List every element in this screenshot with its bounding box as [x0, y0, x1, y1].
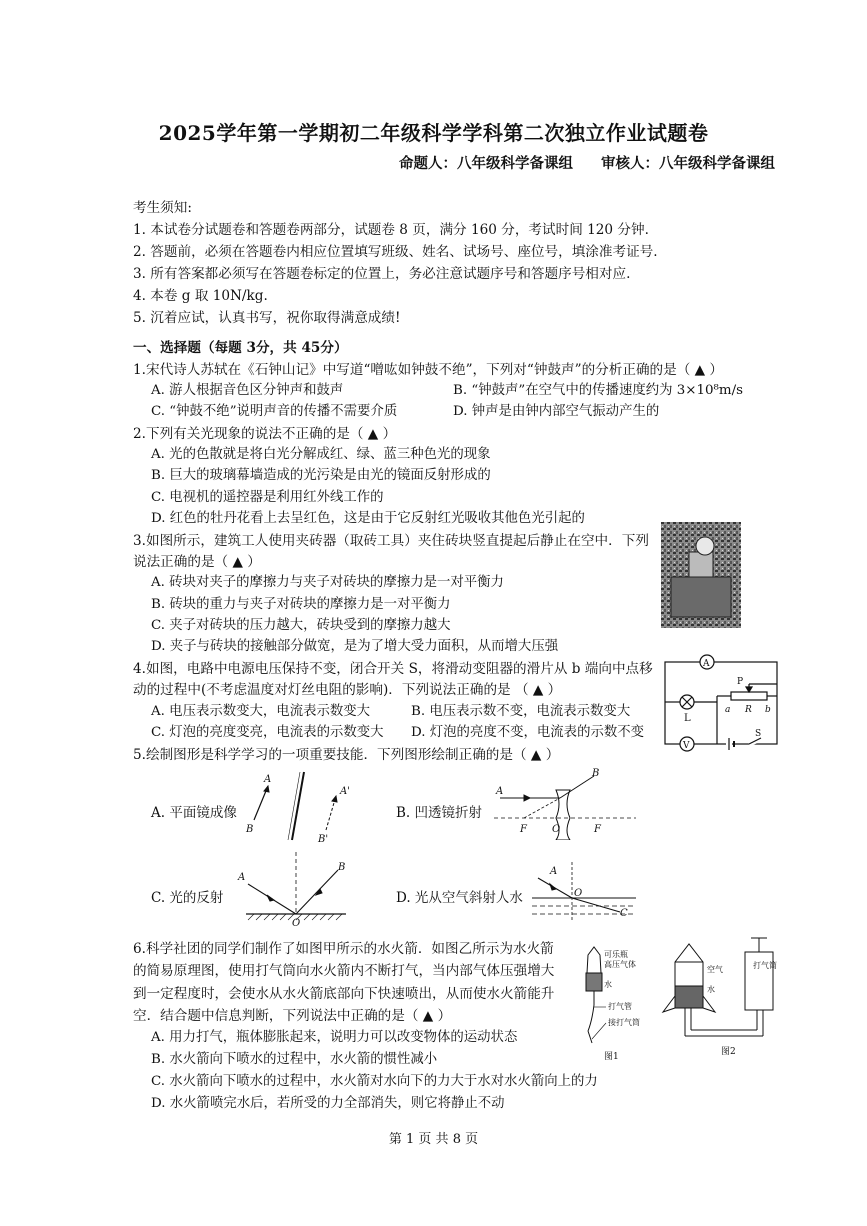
optical-center: O — [552, 824, 561, 835]
option-c: C. 灯泡的亮度变亮，电流表的示数变大 — [151, 725, 384, 740]
page-title: 2025学年第一学期初二年级科学学科第二次独立作业试题卷 — [158, 121, 709, 145]
option-a: A. 游人根据音色区分钟声和鼓声 — [151, 383, 344, 398]
option-b: B. “钟鼓声”在空气中的传播速度约为 3×10⁸m/s — [453, 383, 743, 398]
page-footer: 第 1 页 共 8 页 — [388, 1132, 479, 1147]
point-a: A — [550, 866, 558, 877]
option-d: D. 水火箭喷完水后，若所受的力全部消失，则它将静止不动 — [151, 1096, 505, 1111]
question-stem: 到一定程度时，会使水从水火箭底部向下快速喷出，从而使水火箭能升 — [133, 986, 555, 1002]
option-d: D. 钟声是由钟内部空气振动产生的 — [453, 404, 660, 419]
question-stem: 空．结合题中信息判断，下列说法中正确的是（ ▲ ） — [133, 1008, 452, 1024]
option-c: C. “钟鼓不绝”说明声音的传播不需要介质 — [151, 404, 398, 419]
slider-label: P — [737, 677, 744, 687]
ammeter-label: A — [703, 659, 710, 669]
circuit-diagram — [657, 650, 785, 752]
question-stem: 1.宋代诗人苏轼在《石钟山记》中写道“噌吰如钟鼓不绝”，下列对“钟鼓声”的分析正确的是（ ▲ ） — [133, 362, 724, 378]
reflection-figure — [232, 850, 362, 926]
option-b: B. 凹透镜折射 — [396, 805, 483, 821]
reviewer: 审核人：八年级科学备课组 — [601, 155, 775, 172]
concave-lens-figure — [490, 764, 640, 840]
rheostat-label: R — [745, 705, 752, 715]
notice-heading: 考生须知: — [133, 200, 192, 216]
option-d: D. 红色的牡丹花看上去呈红色，这是由于它反射红光吸收其他色光引起的 — [151, 511, 585, 526]
brick-clamp-photo — [661, 522, 741, 628]
option-d: D. 夹子与砖块的接触部分做宽，是为了增大受力面积，从而增大压强 — [151, 639, 559, 654]
notice-item: 4. 本卷 g 取 10N/kg. — [133, 288, 268, 304]
option-d: D. 光从空气斜射人水 — [396, 890, 523, 906]
lamp-label: L — [684, 713, 691, 724]
option-a: A. 平面镜成像 — [151, 805, 237, 821]
point-a: A — [238, 872, 246, 883]
terminal-a-label: a — [725, 705, 731, 715]
question-stem: 3.如图所示，建筑工人使用夹砖器（取砖工具）夹住砖块竖直提起后静止在空中．下列 — [133, 533, 649, 549]
water-rocket-figure-2 — [655, 936, 780, 1058]
point-o: O — [574, 888, 583, 899]
notice-item: 2. 答题前，必须在答题卷内相应位置填写班级、姓名、试场号、座位号，填涂准考证号. — [133, 244, 658, 260]
point-b: B — [246, 824, 254, 835]
label-water: 水 — [604, 980, 612, 989]
option-a: A. 砖块对夹子的摩擦力与夹子对砖块的摩擦力是一对平衡力 — [151, 575, 504, 590]
question-stem: 说法正确的是（ ▲ ） — [133, 554, 261, 570]
option-b: B. 水火箭向下喷水的过程中，水火箭的惯性减小 — [151, 1052, 438, 1067]
question-stem: 4.如图，电路中电源电压保持不变，闭合开关 S，将滑动变阻器的滑片从 b 端向中点移 — [133, 661, 653, 677]
option-c: C. 光的反射 — [151, 890, 224, 906]
option-a: A. 用力打气，瓶体膨胀起来，说明力可以改变物体的运动状态 — [151, 1030, 518, 1045]
option-a: A. 光的色散就是将白光分解成红、绿、蓝三种色光的现象 — [151, 447, 491, 462]
section-heading: 一、选择题（每题 3分，共 45分） — [133, 340, 348, 356]
label-gas: 高压气体 — [604, 960, 636, 969]
option-c: C. 夹子对砖块的压力越大，砖块受到的摩擦力越大 — [151, 618, 451, 633]
option-b: B. 巨大的玻璃幕墙造成的光污染是由光的镜面反射形成的 — [151, 468, 491, 483]
question-stem: 5.绘制图形是科学学习的一项重要技能．下列图形绘制正确的是（ ▲ ） — [133, 747, 560, 763]
option-c: C. 电视机的遥控器是利用红外线工作的 — [151, 490, 384, 505]
point-b: B — [338, 862, 346, 873]
label-tube: 打气管 — [608, 1002, 632, 1011]
question-stem: 2.下列有关光现象的说法不正确的是（ ▲ ） — [133, 426, 397, 442]
label-air: 空气 — [707, 965, 723, 974]
plane-mirror-figure — [240, 768, 360, 848]
focus-left: F — [520, 824, 527, 835]
author: 命题人：八年级科学备课组 — [399, 155, 573, 172]
notice-item: 3. 所有答案都必须写在答题卷标定的位置上，务必注意试题序号和答题序号相对应. — [133, 266, 631, 282]
notice-item: 1. 本试卷分试题卷和答题卷两部分，试题卷 8 页，满分 160 分，考试时间 120 分钟. — [133, 222, 649, 238]
point-c: C — [620, 908, 628, 919]
option-b: B. 电压表示数不变，电流表示数变大 — [411, 704, 631, 719]
notice-item: 5. 沉着应试，认真书写，祝你取得满意成绩! — [133, 310, 401, 326]
point-b-prime: B' — [318, 834, 329, 845]
option-b: B. 砖块的重力与夹子对砖块的摩擦力是一对平衡力 — [151, 597, 451, 612]
label-pump: 打气筒 — [753, 961, 777, 970]
refraction-figure — [528, 860, 640, 926]
option-d: D. 灯泡的亮度不变，电流表的示数不变 — [411, 725, 645, 740]
option-c: C. 水火箭向下喷水的过程中，水火箭对水向下的力大于水对水火箭向上的力 — [151, 1074, 598, 1089]
label-bottle: 可乐瓶 — [604, 950, 628, 959]
question-stem: 的简易原理图，使用打气筒向水火箭内不断打气，当内部气体压强增大 — [133, 963, 555, 979]
point-a: A — [496, 786, 504, 797]
author-line — [399, 152, 775, 173]
figure-caption: 图1 — [604, 1052, 619, 1062]
point-a-prime: A' — [340, 786, 350, 797]
terminal-b-label: b — [765, 705, 771, 715]
figure-caption: 图2 — [721, 1047, 736, 1057]
label-pump-connect: 接打气筒 — [608, 1018, 640, 1027]
point-o: O — [292, 918, 301, 926]
label-water: 水 — [707, 985, 715, 994]
focus-right: F — [594, 824, 601, 835]
question-stem: 动的过程中(不考虑温度对灯丝电阻的影响)．下列说法正确的是 （ ▲ ） — [133, 682, 562, 698]
point-a: A — [264, 774, 272, 785]
option-a: A. 电压表示数变大，电流表示数变大 — [151, 704, 371, 719]
question-stem: 6.科学社团的同学们制作了如图甲所示的水火箭．如图乙所示为水火箭 — [133, 941, 554, 957]
point-b: B — [592, 768, 600, 779]
voltmeter-label: V — [683, 741, 690, 751]
switch-label: S — [755, 729, 762, 739]
